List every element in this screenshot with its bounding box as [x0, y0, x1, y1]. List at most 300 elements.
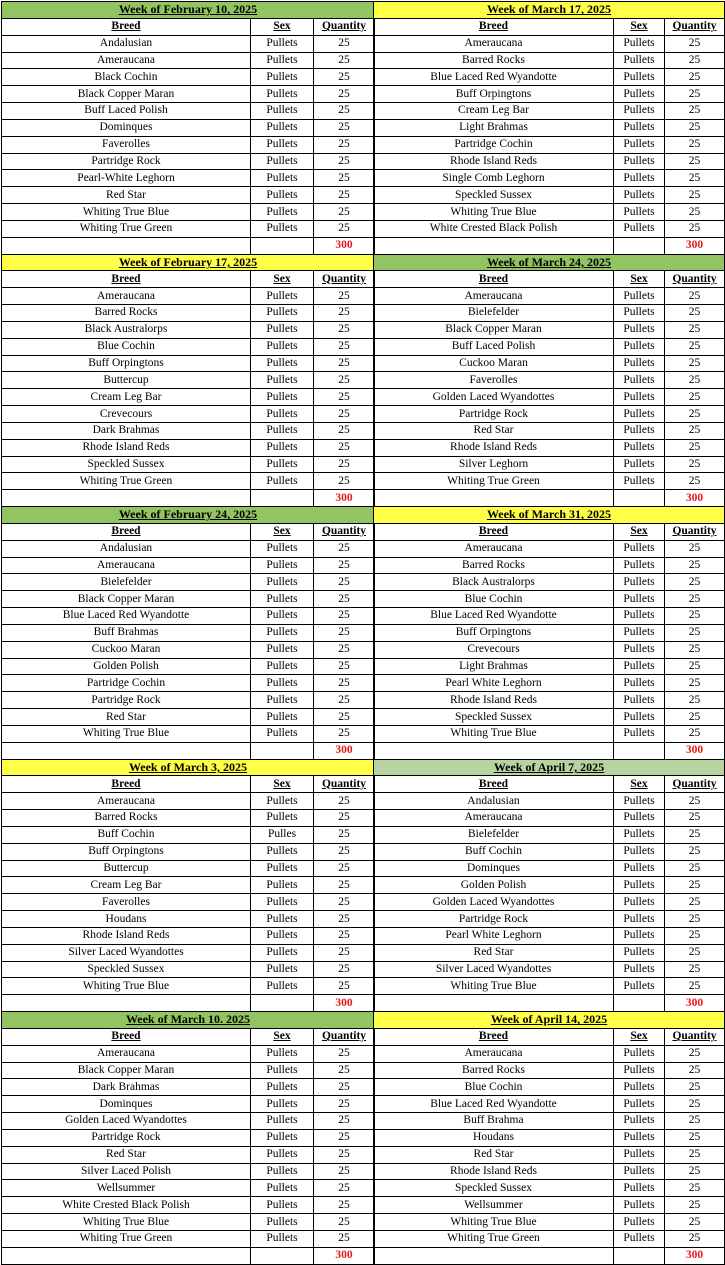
table-row: [2, 944, 375, 961]
sex-cell: Pullets: [251, 389, 314, 406]
quantity-cell: 25: [314, 372, 375, 389]
breed-cell: Partridge Rock: [374, 406, 614, 423]
quantity-cell: 25: [314, 187, 375, 204]
sex-cell: Pullets: [251, 608, 314, 625]
quantity-cell: 25: [314, 860, 375, 877]
quantity-cell: 25: [665, 69, 725, 86]
quantity-cell: 25: [665, 641, 725, 658]
week-title: Week of April 14, 2025: [374, 1012, 725, 1029]
breed-cell: Pearl White Leghorn: [374, 927, 614, 944]
sex-cell: Pullets: [251, 574, 314, 591]
quantity-cell: 25: [314, 591, 375, 608]
breed-cell: Wellsummer: [2, 1180, 251, 1197]
breed-cell: Blue Laced Red Wyandotte: [374, 69, 614, 86]
sex-cell: Pullets: [614, 574, 665, 591]
column-header-row: [374, 776, 725, 793]
table-row: [374, 1079, 725, 1096]
sex-cell: Pullets: [251, 170, 314, 187]
quantity-cell: 25: [314, 927, 375, 944]
quantity-cell: 25: [314, 103, 375, 120]
breed-cell: Whiting True Blue: [2, 725, 251, 742]
week-title-row: [2, 1012, 375, 1029]
sex-header: Sex: [251, 1028, 314, 1045]
breed-cell: Red Star: [2, 187, 251, 204]
sex-cell: Pullets: [251, 153, 314, 170]
sex-cell: Pullets: [251, 793, 314, 810]
table-row: [374, 675, 725, 692]
week-total: 300: [314, 1247, 375, 1264]
sex-cell: Pullets: [614, 1045, 665, 1062]
breed-cell: Buff Cochin: [374, 843, 614, 860]
breed-cell: Buff Orpingtons: [374, 86, 614, 103]
sex-cell: Pullets: [614, 1079, 665, 1096]
sex-cell: Pullets: [614, 1230, 665, 1247]
sex-cell: Pullets: [614, 305, 665, 322]
sex-cell: Pullets: [614, 153, 665, 170]
quantity-cell: 25: [314, 658, 375, 675]
total-spacer: [374, 1247, 614, 1264]
total-spacer: [2, 742, 251, 759]
breed-cell: Whiting True Blue: [2, 978, 251, 995]
sex-cell: Pullets: [251, 119, 314, 136]
total-spacer: [374, 995, 614, 1012]
quantity-cell: 25: [665, 574, 725, 591]
sex-cell: Pullets: [251, 1163, 314, 1180]
week-total: 300: [314, 237, 375, 254]
week-title: Week of February 17, 2025: [2, 254, 375, 271]
breed-cell: White Crested Black Polish: [374, 220, 614, 237]
sex-cell: Pullets: [614, 675, 665, 692]
total-spacer: [2, 490, 251, 507]
sex-cell: Pullets: [251, 1180, 314, 1197]
quantity-cell: 25: [314, 136, 375, 153]
breed-cell: Buff Laced Polish: [2, 103, 251, 120]
quantity-cell: 25: [314, 1045, 375, 1062]
week-title: Week of April 7, 2025: [374, 759, 725, 776]
breed-cell: Pearl White Leghorn: [374, 675, 614, 692]
sex-cell: Pullets: [614, 1129, 665, 1146]
total-spacer: [374, 237, 614, 254]
sex-cell: Pullets: [614, 658, 665, 675]
breed-cell: Speckled Sussex: [2, 961, 251, 978]
sex-cell: Pullets: [614, 103, 665, 120]
sex-cell: Pullets: [251, 944, 314, 961]
quantity-cell: 25: [665, 608, 725, 625]
week-table: [373, 1, 725, 255]
table-row: [374, 35, 725, 52]
quantity-cell: 25: [665, 305, 725, 322]
quantity-cell: 25: [665, 204, 725, 221]
table-row: [2, 305, 375, 322]
sex-cell: Pullets: [251, 557, 314, 574]
breed-cell: Houdans: [374, 1129, 614, 1146]
quantity-cell: 25: [314, 1113, 375, 1130]
sex-cell: Pullets: [614, 288, 665, 305]
table-row: [2, 641, 375, 658]
breed-cell: Partridge Rock: [2, 692, 251, 709]
quantity-cell: 25: [314, 692, 375, 709]
table-row: [374, 1146, 725, 1163]
total-spacer: [2, 995, 251, 1012]
quantity-cell: 25: [665, 372, 725, 389]
table-row: [374, 1045, 725, 1062]
breed-cell: Blue Cochin: [2, 338, 251, 355]
quantity-cell: 25: [314, 944, 375, 961]
breed-cell: Golden Polish: [2, 658, 251, 675]
table-row: [2, 1129, 375, 1146]
table-row: [2, 220, 375, 237]
quantity-cell: 25: [314, 69, 375, 86]
table-row: [2, 69, 375, 86]
sex-cell: Pullets: [614, 406, 665, 423]
quantity-cell: 25: [314, 170, 375, 187]
total-spacer: [251, 237, 314, 254]
sex-cell: Pullets: [251, 52, 314, 69]
breed-cell: Dark Brahmas: [2, 422, 251, 439]
breed-cell: Ameraucana: [2, 1045, 251, 1062]
table-row: [2, 338, 375, 355]
sex-cell: Pullets: [614, 810, 665, 827]
week-table: [1, 759, 375, 1013]
table-row: [374, 1180, 725, 1197]
quantity-cell: 25: [665, 153, 725, 170]
table-row: [2, 1180, 375, 1197]
week-table: [1, 506, 375, 760]
table-row: [374, 608, 725, 625]
table-row: [374, 439, 725, 456]
column-header-row: [374, 18, 725, 35]
quantity-cell: 25: [665, 422, 725, 439]
breed-cell: Ameraucana: [374, 810, 614, 827]
table-row: [374, 944, 725, 961]
table-row: [374, 810, 725, 827]
table-row: [374, 624, 725, 641]
sex-cell: Pullets: [251, 372, 314, 389]
table-row: [2, 675, 375, 692]
table-row: [2, 1214, 375, 1231]
sex-cell: Pullets: [251, 961, 314, 978]
total-row: [374, 490, 725, 507]
breed-cell: Whiting True Blue: [374, 1214, 614, 1231]
breed-cell: Red Star: [374, 1146, 614, 1163]
quantity-cell: 25: [665, 119, 725, 136]
breed-cell: Faverolles: [374, 372, 614, 389]
quantity-cell: 25: [314, 119, 375, 136]
breed-cell: Cuckoo Maran: [374, 355, 614, 372]
sex-cell: Pullets: [251, 1129, 314, 1146]
week-title: Week of February 10, 2025: [2, 2, 375, 19]
total-row: [2, 1247, 375, 1264]
table-row: [2, 1045, 375, 1062]
total-row: [2, 490, 375, 507]
quantity-cell: 25: [314, 894, 375, 911]
breed-cell: Black Copper Maran: [2, 86, 251, 103]
sex-cell: Pullets: [251, 591, 314, 608]
breed-cell: Red Star: [374, 944, 614, 961]
table-row: [374, 1113, 725, 1130]
breed-cell: Whiting True Green: [2, 220, 251, 237]
table-row: [374, 136, 725, 153]
sex-cell: Pullets: [251, 911, 314, 928]
table-row: [374, 591, 725, 608]
table-row: [2, 843, 375, 860]
breed-cell: Andalusian: [2, 540, 251, 557]
table-row: [2, 439, 375, 456]
quantity-cell: 25: [314, 355, 375, 372]
table-row: [374, 355, 725, 372]
quantity-cell: 25: [314, 709, 375, 726]
sex-cell: Pullets: [251, 86, 314, 103]
table-row: [2, 204, 375, 221]
quantity-cell: 25: [314, 978, 375, 995]
sex-header: Sex: [251, 18, 314, 35]
table-row: [2, 557, 375, 574]
table-row: [374, 69, 725, 86]
week-title: Week of March 17, 2025: [374, 2, 725, 19]
sex-cell: Pulles: [251, 826, 314, 843]
sex-cell: Pullets: [251, 338, 314, 355]
sex-cell: Pullets: [614, 321, 665, 338]
sex-cell: Pullets: [614, 978, 665, 995]
quantity-cell: 25: [665, 1129, 725, 1146]
table-row: [2, 574, 375, 591]
quantity-cell: 25: [314, 321, 375, 338]
quantity-cell: 25: [314, 843, 375, 860]
quantity-cell: 25: [665, 961, 725, 978]
total-spacer: [251, 742, 314, 759]
quantity-header: Quantity: [314, 18, 375, 35]
quantity-cell: 25: [314, 1214, 375, 1231]
quantity-cell: 25: [665, 658, 725, 675]
breed-cell: Ameraucana: [2, 793, 251, 810]
breed-cell: Crevecours: [374, 641, 614, 658]
breed-cell: Rhode Island Reds: [374, 439, 614, 456]
total-row: [374, 237, 725, 254]
week-title-row: [374, 1012, 725, 1029]
sex-cell: Pullets: [614, 826, 665, 843]
breed-cell: Black Australorps: [374, 574, 614, 591]
sex-cell: Pullets: [251, 641, 314, 658]
quantity-cell: 25: [314, 826, 375, 843]
breed-cell: Faverolles: [2, 136, 251, 153]
breed-cell: Silver Leghorn: [374, 456, 614, 473]
total-spacer: [2, 1247, 251, 1264]
breed-cell: Partridge Cochin: [2, 675, 251, 692]
sex-header: Sex: [251, 776, 314, 793]
week-total: 300: [665, 490, 725, 507]
breed-cell: Andalusian: [374, 793, 614, 810]
breed-cell: Whiting True Blue: [374, 204, 614, 221]
table-row: [374, 170, 725, 187]
sex-cell: Pullets: [614, 1163, 665, 1180]
breed-cell: Rhode Island Reds: [374, 692, 614, 709]
breed-cell: Dominques: [2, 1096, 251, 1113]
breed-cell: Ameraucana: [374, 35, 614, 52]
quantity-cell: 25: [665, 725, 725, 742]
table-row: [374, 1129, 725, 1146]
sex-cell: Pullets: [251, 136, 314, 153]
breed-cell: Red Star: [374, 422, 614, 439]
table-row: [374, 725, 725, 742]
breed-cell: Whiting True Green: [2, 1230, 251, 1247]
quantity-cell: 25: [314, 406, 375, 423]
table-row: [374, 389, 725, 406]
quantity-cell: 25: [314, 338, 375, 355]
week-title: Week of March 31, 2025: [374, 507, 725, 524]
sex-cell: Pullets: [614, 119, 665, 136]
column-header-row: [374, 523, 725, 540]
sex-header: Sex: [251, 523, 314, 540]
quantity-cell: 25: [314, 810, 375, 827]
week-title: Week of March 24, 2025: [374, 254, 725, 271]
table-row: [2, 978, 375, 995]
breed-header: Breed: [374, 776, 614, 793]
sex-cell: Pullets: [251, 624, 314, 641]
quantity-cell: 25: [314, 389, 375, 406]
quantity-cell: 25: [314, 1230, 375, 1247]
sex-cell: Pullets: [614, 1113, 665, 1130]
sex-cell: Pullets: [614, 422, 665, 439]
quantity-header: Quantity: [665, 776, 725, 793]
week-title-row: [2, 254, 375, 271]
sex-cell: Pullets: [251, 305, 314, 322]
table-row: [2, 911, 375, 928]
quantity-cell: 25: [665, 675, 725, 692]
table-row: [374, 220, 725, 237]
table-row: [374, 103, 725, 120]
table-row: [2, 540, 375, 557]
table-row: [2, 1079, 375, 1096]
quantity-cell: 25: [665, 826, 725, 843]
total-row: [2, 742, 375, 759]
sex-cell: Pullets: [251, 1096, 314, 1113]
table-row: [2, 709, 375, 726]
quantity-cell: 25: [314, 439, 375, 456]
column-header-row: [2, 1028, 375, 1045]
table-row: [2, 288, 375, 305]
breed-header: Breed: [2, 776, 251, 793]
quantity-cell: 25: [314, 574, 375, 591]
breed-cell: Partridge Rock: [374, 911, 614, 928]
week-table: [1, 254, 375, 508]
breed-cell: Whiting True Green: [2, 473, 251, 490]
quantity-cell: 25: [665, 473, 725, 490]
sex-header: Sex: [614, 1028, 665, 1045]
total-spacer: [614, 490, 665, 507]
table-row: [374, 540, 725, 557]
total-row: [2, 237, 375, 254]
table-row: [2, 52, 375, 69]
table-row: [374, 793, 725, 810]
total-row: [374, 1247, 725, 1264]
quantity-cell: 25: [314, 1180, 375, 1197]
table-row: [2, 725, 375, 742]
breed-cell: Blue Laced Red Wyandotte: [374, 608, 614, 625]
table-row: [2, 692, 375, 709]
sex-cell: Pullets: [614, 709, 665, 726]
table-row: [2, 1146, 375, 1163]
table-row: [374, 978, 725, 995]
quantity-cell: 25: [665, 1045, 725, 1062]
sex-cell: Pullets: [251, 927, 314, 944]
sex-cell: Pullets: [251, 540, 314, 557]
breed-cell: Dark Brahmas: [2, 1079, 251, 1096]
breed-cell: Cream Leg Bar: [374, 103, 614, 120]
total-spacer: [374, 490, 614, 507]
sex-cell: Pullets: [614, 793, 665, 810]
sex-cell: Pullets: [251, 288, 314, 305]
breed-cell: Barred Rocks: [374, 1062, 614, 1079]
table-row: [2, 894, 375, 911]
sex-cell: Pullets: [251, 692, 314, 709]
table-row: [374, 843, 725, 860]
quantity-cell: 25: [665, 1113, 725, 1130]
week-title-row: [2, 507, 375, 524]
table-row: [374, 119, 725, 136]
breed-cell: White Crested Black Polish: [2, 1197, 251, 1214]
quantity-cell: 25: [665, 1096, 725, 1113]
quantity-cell: 25: [665, 406, 725, 423]
total-spacer: [614, 995, 665, 1012]
table-row: [374, 406, 725, 423]
sex-cell: Pullets: [614, 877, 665, 894]
breed-cell: Red Star: [2, 1146, 251, 1163]
quantity-cell: 25: [665, 894, 725, 911]
sex-cell: Pullets: [614, 1180, 665, 1197]
quantity-cell: 25: [314, 725, 375, 742]
table-row: [2, 136, 375, 153]
sex-cell: Pullets: [614, 1197, 665, 1214]
quantity-cell: 25: [314, 473, 375, 490]
sex-cell: Pullets: [251, 406, 314, 423]
breed-header: Breed: [2, 1028, 251, 1045]
total-spacer: [251, 995, 314, 1012]
breed-cell: Silver Laced Polish: [2, 1163, 251, 1180]
table-row: [374, 1062, 725, 1079]
table-row: [374, 557, 725, 574]
quantity-header: Quantity: [314, 523, 375, 540]
sex-cell: Pullets: [614, 69, 665, 86]
sex-cell: Pullets: [614, 456, 665, 473]
breed-header: Breed: [2, 523, 251, 540]
quantity-cell: 25: [314, 877, 375, 894]
quantity-cell: 25: [314, 1096, 375, 1113]
breed-cell: Whiting True Green: [374, 1230, 614, 1247]
breed-cell: Buff Laced Polish: [374, 338, 614, 355]
quantity-cell: 25: [665, 220, 725, 237]
table-row: [2, 170, 375, 187]
table-row: [2, 826, 375, 843]
sex-cell: Pullets: [251, 35, 314, 52]
quantity-cell: 25: [314, 624, 375, 641]
quantity-cell: 25: [665, 911, 725, 928]
total-row: [374, 742, 725, 759]
table-row: [374, 338, 725, 355]
sex-cell: Pullets: [614, 911, 665, 928]
quantity-cell: 25: [314, 288, 375, 305]
total-spacer: [251, 490, 314, 507]
quantity-cell: 25: [665, 338, 725, 355]
table-row: [374, 658, 725, 675]
quantity-cell: 25: [665, 810, 725, 827]
sex-cell: Pullets: [251, 1079, 314, 1096]
total-spacer: [2, 237, 251, 254]
sex-cell: Pullets: [614, 944, 665, 961]
sex-cell: Pullets: [251, 187, 314, 204]
breed-header: Breed: [374, 18, 614, 35]
breed-cell: Black Copper Maran: [2, 591, 251, 608]
table-row: [374, 692, 725, 709]
